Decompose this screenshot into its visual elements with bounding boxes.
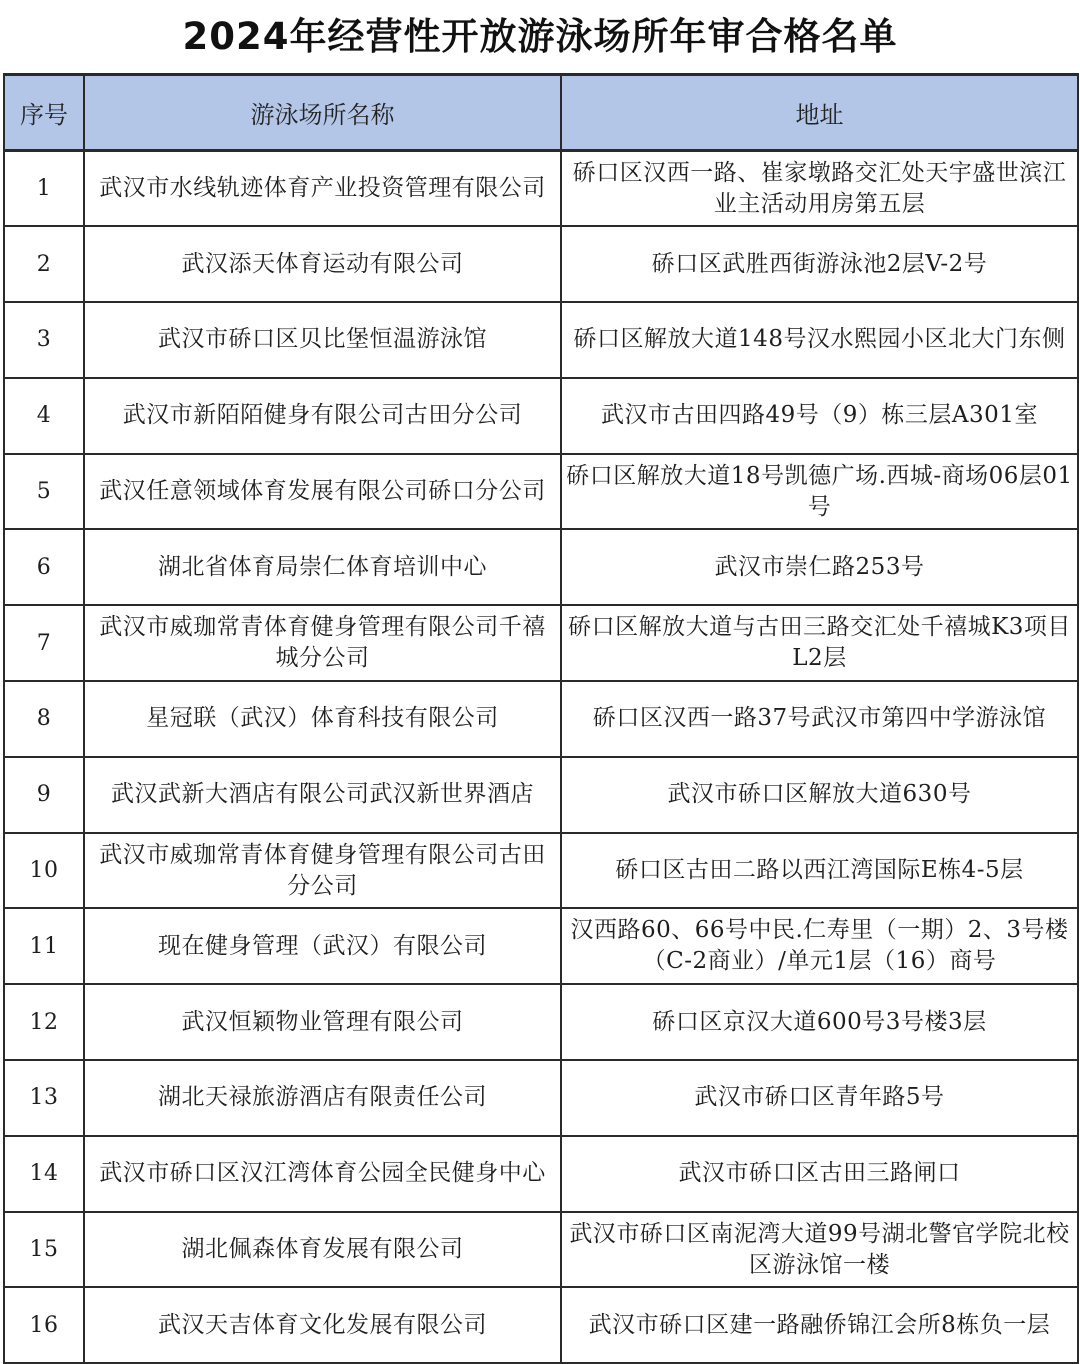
table-row — [4, 605, 1078, 681]
row-index: 6 — [4, 529, 84, 605]
column-header-index: 序号 — [4, 75, 84, 151]
table-row — [4, 681, 1078, 757]
column-header-name: 游泳场所名称 — [84, 75, 561, 151]
column-header-address: 地址 — [561, 75, 1078, 151]
page-title: 2024年经营性开放游泳场所年审合格名单 — [182, 15, 898, 58]
table-row — [4, 529, 1078, 605]
row-venue-name: 武汉市硚口区贝比堡恒温游泳馆 — [84, 302, 561, 378]
row-venue-name: 武汉天吉体育文化发展有限公司 — [84, 1287, 561, 1363]
row-index: 11 — [4, 908, 84, 984]
row-index: 1 — [4, 151, 84, 227]
qualified-pools-table — [3, 73, 1079, 1364]
row-address: 硚口区古田二路以西江湾国际E栋4-5层 — [561, 833, 1078, 909]
row-venue-name: 湖北省体育局崇仁体育培训中心 — [84, 529, 561, 605]
row-index: 15 — [4, 1212, 84, 1288]
row-index: 8 — [4, 681, 84, 757]
row-venue-name: 武汉市威珈常青体育健身管理有限公司古田分公司 — [84, 833, 561, 909]
row-address: 硚口区解放大道148号汉水熙园小区北大门东侧 — [561, 302, 1078, 378]
row-venue-name: 武汉恒颖物业管理有限公司 — [84, 984, 561, 1060]
table-row — [4, 1060, 1078, 1136]
table-row — [4, 908, 1078, 984]
row-venue-name: 现在健身管理（武汉）有限公司 — [84, 908, 561, 984]
row-address: 武汉市古田四路49号（9）栋三层A301室 — [561, 378, 1078, 454]
row-venue-name: 武汉市新陌陌健身有限公司古田分公司 — [84, 378, 561, 454]
row-index: 7 — [4, 605, 84, 681]
row-address: 硚口区解放大道18号凯德广场.西城-商场06层01号 — [561, 454, 1078, 530]
row-venue-name: 星冠联（武汉）体育科技有限公司 — [84, 681, 561, 757]
row-venue-name: 湖北天禄旅游酒店有限责任公司 — [84, 1060, 561, 1136]
table-row — [4, 454, 1078, 530]
row-index: 14 — [4, 1136, 84, 1212]
row-index: 13 — [4, 1060, 84, 1136]
row-index: 10 — [4, 833, 84, 909]
row-address: 硚口区武胜西街游泳池2层V-2号 — [561, 226, 1078, 302]
row-index: 5 — [4, 454, 84, 530]
table-row — [4, 151, 1078, 227]
row-index: 9 — [4, 757, 84, 833]
row-venue-name: 武汉市硚口区汉江湾体育公园全民健身中心 — [84, 1136, 561, 1212]
table-row — [4, 302, 1078, 378]
row-address: 武汉市硚口区青年路5号 — [561, 1060, 1078, 1136]
row-address: 硚口区汉西一路37号武汉市第四中学游泳馆 — [561, 681, 1078, 757]
row-address: 武汉市硚口区建一路融侨锦江会所8栋负一层 — [561, 1287, 1078, 1363]
row-venue-name: 湖北佩森体育发展有限公司 — [84, 1212, 561, 1288]
row-venue-name: 武汉市水线轨迹体育产业投资管理有限公司 — [84, 151, 561, 227]
row-venue-name: 武汉任意领域体育发展有限公司硚口分公司 — [84, 454, 561, 530]
row-venue-name: 武汉市威珈常青体育健身管理有限公司千禧城分公司 — [84, 605, 561, 681]
table-header-row — [4, 75, 1078, 151]
table-row — [4, 1287, 1078, 1363]
row-address: 武汉市崇仁路253号 — [561, 529, 1078, 605]
row-venue-name: 武汉武新大酒店有限公司武汉新世界酒店 — [84, 757, 561, 833]
row-address: 武汉市硚口区南泥湾大道99号湖北警官学院北校区游泳馆一楼 — [561, 1212, 1078, 1288]
row-index: 12 — [4, 984, 84, 1060]
row-address: 汉西路60、66号中民.仁寿里（一期）2、3号楼（C-2商业）/单元1层（16）商号 — [561, 908, 1078, 984]
row-index: 3 — [4, 302, 84, 378]
row-venue-name: 武汉添天体育运动有限公司 — [84, 226, 561, 302]
table-row — [4, 833, 1078, 909]
table-row — [4, 378, 1078, 454]
row-address: 硚口区京汉大道600号3号楼3层 — [561, 984, 1078, 1060]
table-row — [4, 757, 1078, 833]
row-address: 武汉市硚口区古田三路闸口 — [561, 1136, 1078, 1212]
table-row — [4, 1212, 1078, 1288]
row-index: 16 — [4, 1287, 84, 1363]
table-row — [4, 1136, 1078, 1212]
row-index: 4 — [4, 378, 84, 454]
row-address: 硚口区汉西一路、崔家墩路交汇处天宇盛世滨江业主活动用房第五层 — [561, 151, 1078, 227]
row-address: 硚口区解放大道与古田三路交汇处千禧城K3项目L2层 — [561, 605, 1078, 681]
table-row — [4, 984, 1078, 1060]
row-address: 武汉市硚口区解放大道630号 — [561, 757, 1078, 833]
table-row — [4, 226, 1078, 302]
row-index: 2 — [4, 226, 84, 302]
